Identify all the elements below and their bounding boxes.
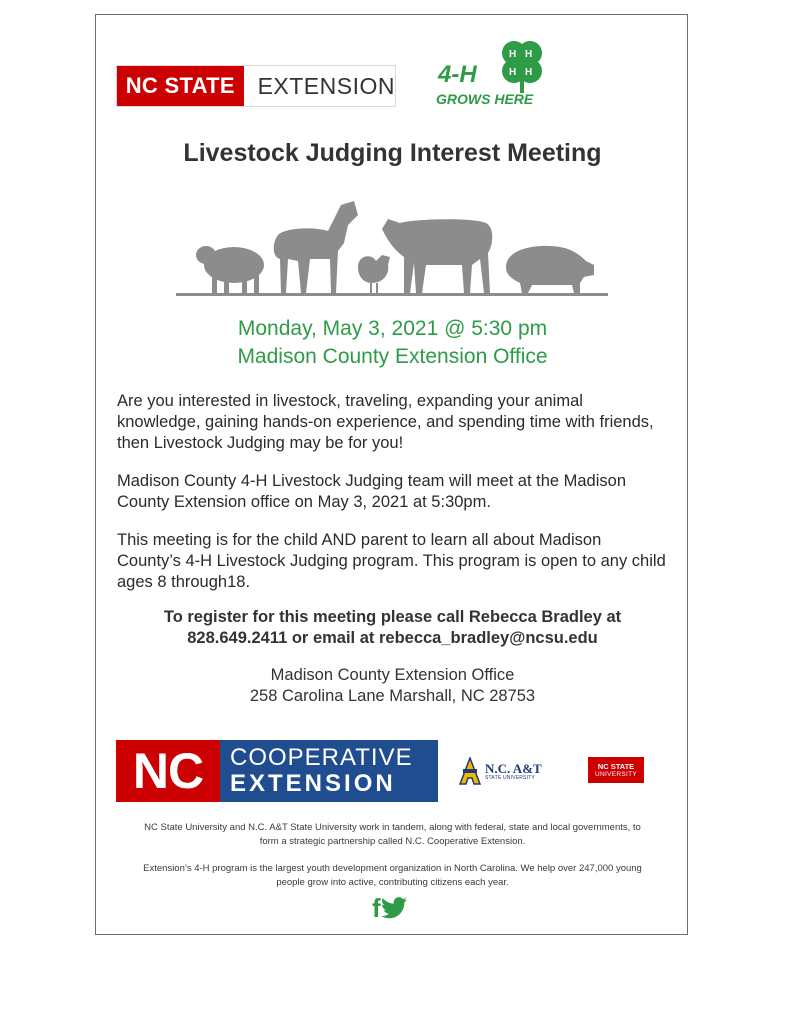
4h-logo xyxy=(436,37,554,111)
flyer xyxy=(95,14,688,935)
nc-state-name: NC STATE xyxy=(597,762,635,771)
facebook-icon[interactable]: f xyxy=(372,893,381,923)
4h-wordmark: 4-H xyxy=(438,61,477,88)
university-text: UNIVERSITY xyxy=(594,771,637,778)
4h-tagline: GROWS HERE xyxy=(436,91,534,107)
intro-paragraph: Are you interested in livestock, traveling, expanding your animal knowledge, gaining hands-on experience, and spending time with friends, then Livestock Judging may be for you! xyxy=(117,392,654,452)
registration-info xyxy=(116,607,669,649)
cooperative-extension-wordmark xyxy=(220,740,438,802)
livestock-illustration xyxy=(176,195,608,297)
pig-icon xyxy=(506,246,594,293)
cooperative-text: COOPERATIVE xyxy=(230,744,413,771)
chicken-icon xyxy=(358,255,390,293)
nc-mark: NC xyxy=(116,740,220,802)
office-address xyxy=(96,665,689,707)
horse-icon xyxy=(274,201,358,293)
nc-at-logo xyxy=(459,756,549,786)
social-links xyxy=(372,895,416,921)
cow-icon xyxy=(382,219,492,293)
program-paragraph: This meeting is for the child AND parent to learn all about Madison County’s 4-H Livestock Judging program. This program is open to any child ages 8 through18. xyxy=(117,531,666,591)
clover-icon xyxy=(494,37,550,93)
registration-line-1: To register for this meeting please call Rebecca Bradley at xyxy=(163,608,622,626)
nc-at-wordmark xyxy=(485,762,542,781)
nc-at-name: N.C. A&T xyxy=(485,760,542,776)
aggie-a-icon xyxy=(459,757,481,785)
event-location: Madison County Extension Office xyxy=(237,345,548,368)
meeting-paragraph: Madison County 4-H Livestock Judging team will meet at the Madison County Extension office on May 3, 2021 at 5:30pm. xyxy=(117,472,626,511)
page-title: Livestock Judging Interest Meeting xyxy=(183,139,602,167)
svg-text:H: H xyxy=(525,67,533,78)
nc-cooperative-extension-logo xyxy=(116,740,438,802)
address-line-2: 258 Carolina Lane Marshall, NC 28753 xyxy=(249,687,536,705)
nc-at-subtitle: STATE UNIVERSITY xyxy=(485,774,535,781)
nc-state-wordmark: NC STATE xyxy=(117,66,244,106)
extension-wordmark: EXTENSION xyxy=(257,72,395,99)
svg-text:H: H xyxy=(525,49,533,60)
sheep-icon xyxy=(196,246,264,293)
nc-state-extension-logo xyxy=(116,65,396,107)
registration-line-2: 828.649.2411 or email at rebecca_bradley@ncsu.edu xyxy=(187,629,598,647)
nc-state-university-logo xyxy=(588,757,644,783)
twitter-icon[interactable] xyxy=(381,897,407,919)
event-datetime: Monday, May 3, 2021 @ 5:30 pm xyxy=(237,317,548,340)
svg-text:H: H xyxy=(509,49,517,60)
extension-text: EXTENSION xyxy=(230,770,396,797)
4h-program-note: Extension’s 4-H program is the largest youth development organization in North Carolina. We help over 247,000 young people grow into active, contributing citizens each year. xyxy=(143,863,642,888)
partnership-note: NC State University and N.C. A&T State University work in tandem, along with federal, state and local governments, to form a strategic partnership called N.C. Cooperative Extension. xyxy=(144,822,641,847)
svg-text:H: H xyxy=(509,67,517,78)
address-line-1: Madison County Extension Office xyxy=(270,666,515,684)
